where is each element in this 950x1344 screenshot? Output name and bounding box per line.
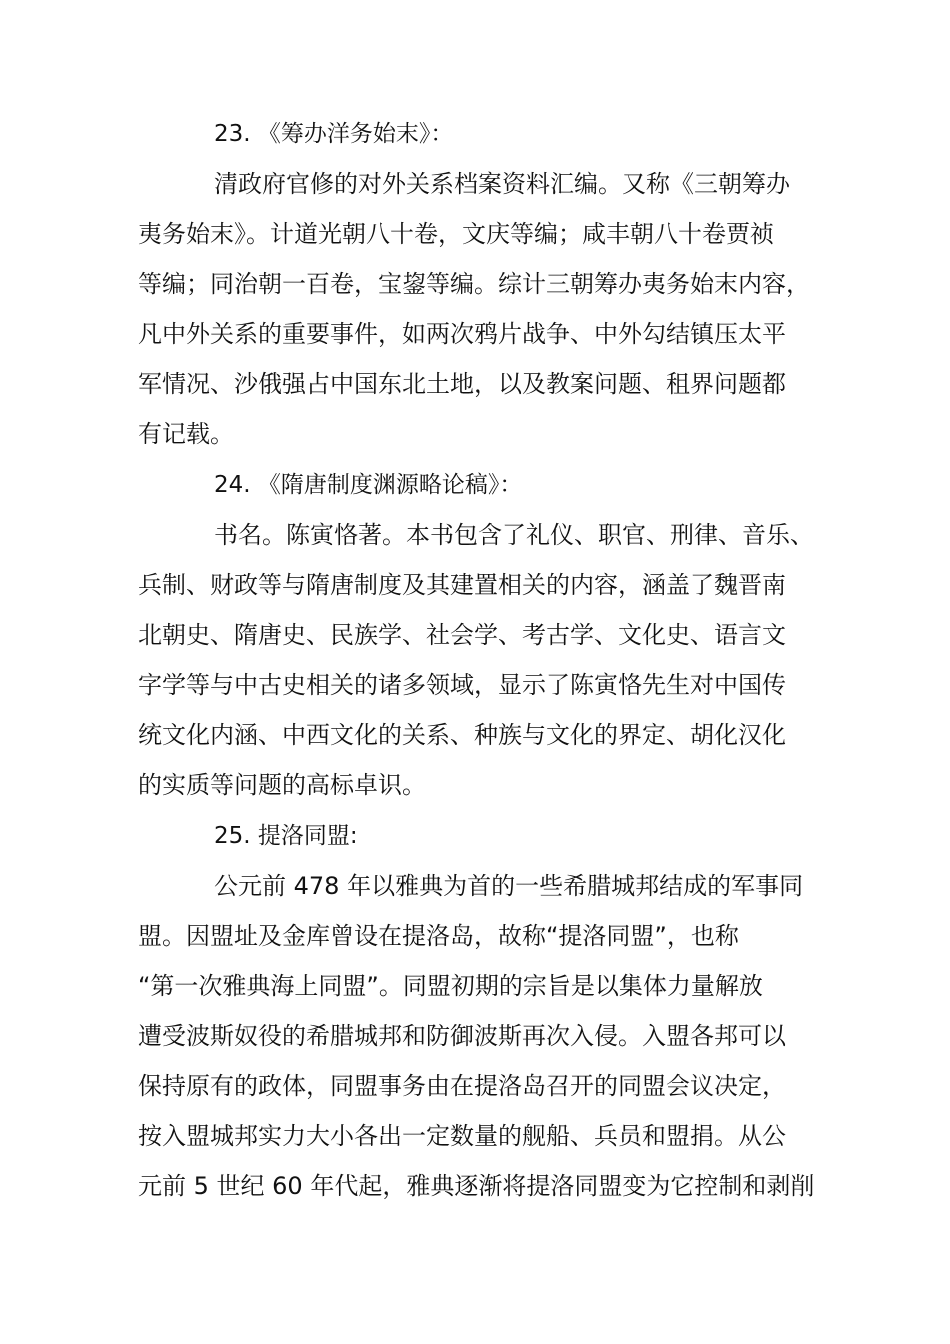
paragraph-line: 公元前 478 年以雅典为首的一些希腊城邦结成的军事同	[214, 872, 804, 900]
paragraph-line: 兵制、财政等与隋唐制度及其建置相关的内容，涵盖了魏晋南	[138, 571, 786, 599]
paragraph-line: 遭受波斯奴役的希腊城邦和防御波斯再次入侵。入盟各邦可以	[138, 1022, 786, 1050]
paragraph-line: 清政府官修的对外关系档案资料汇编。又称《三朝筹办	[214, 170, 790, 198]
paragraph-line: 字学等与中古史相关的诸多领域，显示了陈寅恪先生对中国传	[138, 671, 786, 699]
section-heading-23: 23. 《筹办洋务始末》：	[214, 121, 454, 147]
paragraph-line: 军情况、沙俄强占中国东北土地，以及教案问题、租界问题都	[138, 370, 786, 398]
paragraph-line: 凡中外关系的重要事件，如两次鸦片战争、中外勾结镇压太平	[138, 320, 786, 348]
section-heading-25: 25. 提洛同盟:	[214, 823, 358, 849]
paragraph-line: 保持原有的政体，同盟事务由在提洛岛召开的同盟会议决定，	[138, 1072, 786, 1100]
paragraph-line: 等编；同治朝一百卷，宝鋆等编。综计三朝筹办夷务始末内容，	[138, 270, 810, 298]
paragraph-line: 盟。因盟址及金库曾设在提洛岛，故称“提洛同盟”，也称	[138, 922, 739, 950]
paragraph-line: 北朝史、隋唐史、民族学、社会学、考古学、文化史、语言文	[138, 621, 786, 649]
section-heading-24: 24. 《隋唐制度渊源略论稿》：	[214, 472, 523, 498]
paragraph-line: 书名。陈寅恪著。本书包含了礼仪、职官、刑律、音乐、	[214, 521, 814, 549]
paragraph-line: 夷务始末》。计道光朝八十卷，文庆等编；咸丰朝八十卷贾祯	[138, 220, 774, 248]
paragraph-line: 有记载。	[138, 420, 234, 448]
paragraph-line: “第一次雅典海上同盟”。同盟初期的宗旨是以集体力量解放	[138, 972, 763, 1000]
paragraph-line: 按入盟城邦实力大小各出一定数量的舰船、兵员和盟捐。从公	[138, 1122, 786, 1150]
paragraph-line: 元前 5 世纪 60 年代起，雅典逐渐将提洛同盟变为它控制和剥削	[138, 1172, 815, 1200]
paragraph-line: 的实质等问题的高标卓识。	[138, 771, 426, 799]
paragraph-line: 统文化内涵、中西文化的关系、种族与文化的界定、胡化汉化	[138, 721, 786, 749]
